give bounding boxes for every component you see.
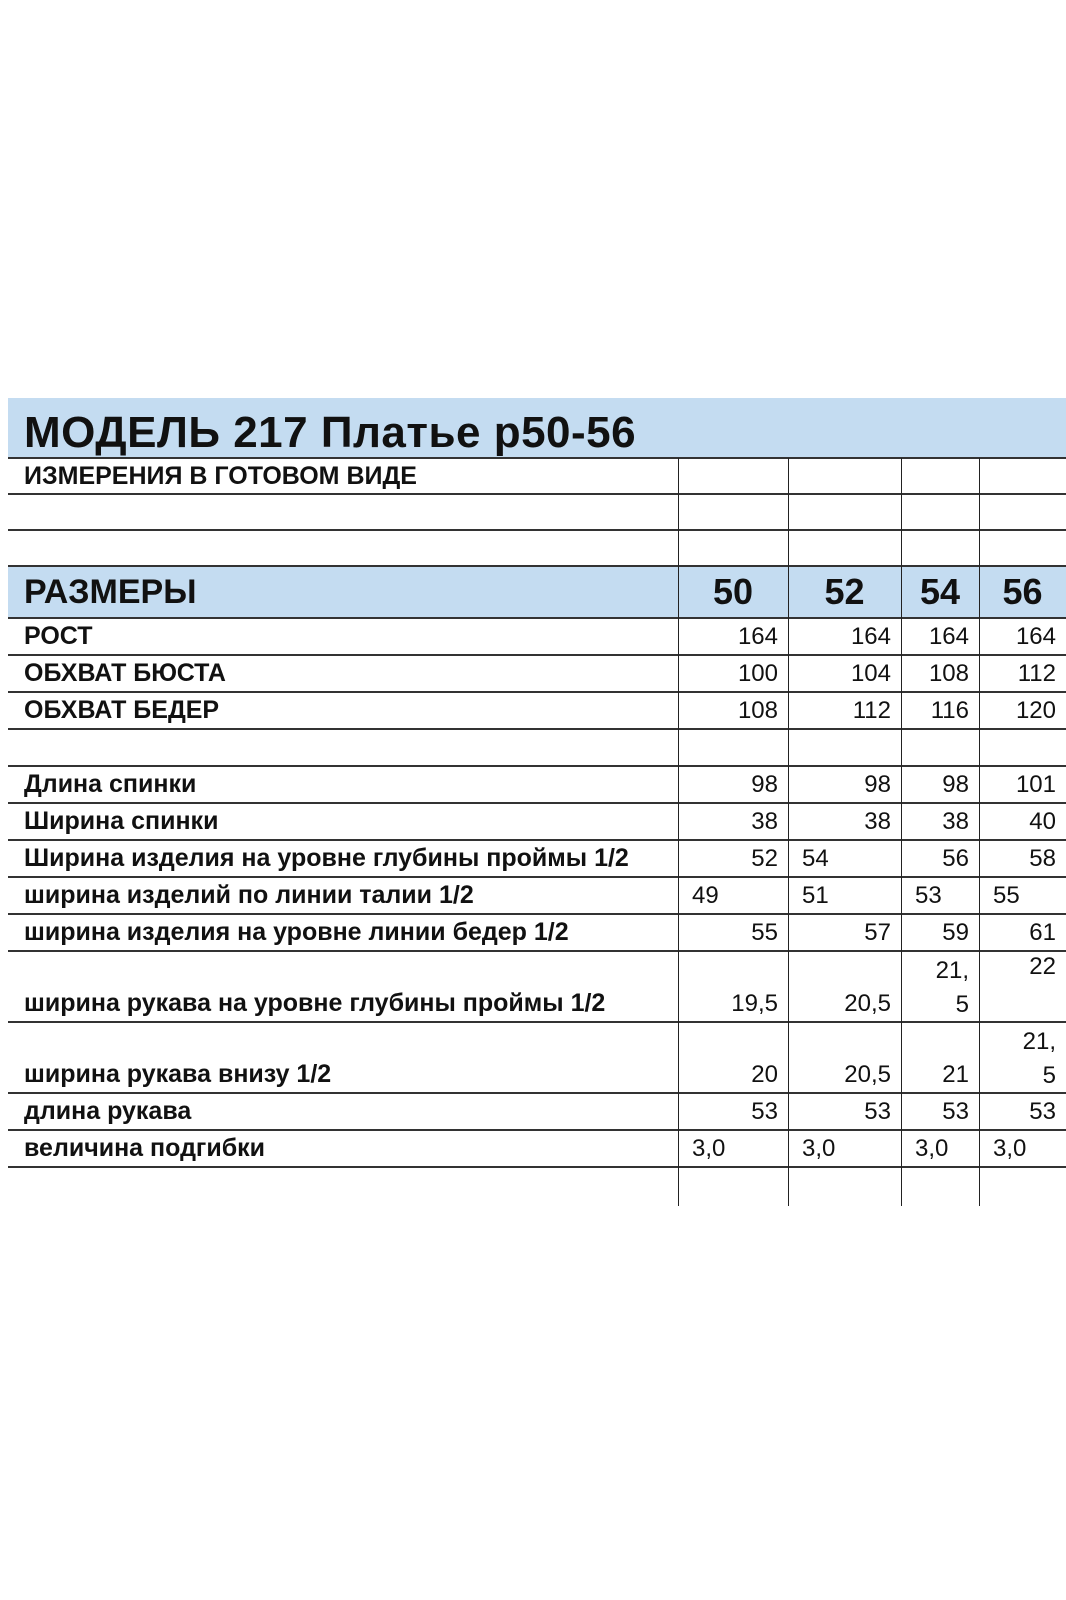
cell-value: 53 (942, 1097, 969, 1125)
cell-value-part: 5 (955, 991, 969, 1018)
cell-value: 164 (928, 622, 969, 650)
cell-value: 53 (915, 881, 942, 909)
grid-line (8, 617, 1066, 619)
blank-row (8, 1167, 1066, 1206)
subtitle-row (8, 458, 1066, 494)
blank-row (8, 494, 1066, 530)
grid-line (8, 565, 1066, 567)
subtitle: ИЗМЕРЕНИЯ В ГОТОВОМ ВИДЕ (24, 461, 417, 490)
row-label: ширина рукава на уровне глубины проймы 1/2 (24, 989, 606, 1017)
grid-line (788, 458, 789, 1206)
grid-line (979, 458, 980, 1206)
cell-value: 98 (942, 770, 969, 798)
row-label: Длина спинки (24, 770, 197, 798)
grid-line (8, 876, 1066, 878)
grid-line (8, 1092, 1066, 1094)
cell-value: 3,0 (802, 1134, 836, 1162)
grid-line (901, 458, 902, 1206)
cell-value: 22 (1029, 953, 1056, 980)
row-label: Ширина изделия на уровне глубины проймы 1/2 (24, 844, 629, 872)
cell-value: 101 (1015, 770, 1056, 798)
title-band (8, 398, 1066, 458)
cell-value: 57 (864, 918, 891, 946)
cell-value: 52 (751, 844, 778, 872)
table-row (8, 914, 1066, 951)
grid-line (678, 458, 679, 1206)
sizes-label: РАЗМЕРЫ (24, 572, 197, 611)
cell-value: 164 (1015, 622, 1056, 650)
grid-line (8, 802, 1066, 804)
row-label: ширина изделия на уровне линии бедер 1/2 (24, 918, 569, 946)
cell-value: 3,0 (692, 1134, 726, 1162)
cell-value: 38 (864, 807, 891, 835)
row-label: Ширина спинки (24, 807, 219, 835)
table-row (8, 655, 1066, 692)
cell-value: 104 (850, 659, 891, 687)
grid-line (8, 1129, 1066, 1131)
row-label: ОБХВАТ БЮСТА (24, 659, 226, 687)
table-row (8, 840, 1066, 877)
size-54-header: 54 (919, 571, 961, 612)
cell-value: 100 (737, 659, 778, 687)
cell-value: 164 (737, 622, 778, 650)
cell-value: 54 (802, 844, 829, 872)
grid-line (8, 913, 1066, 915)
size-50-header: 50 (712, 571, 754, 612)
cell-value-part: 21, (935, 957, 969, 984)
row-label: ОБХВАТ БЕДЕР (24, 696, 220, 724)
table-row (8, 803, 1066, 840)
cell-value: 3,0 (993, 1134, 1027, 1162)
cell-value: 53 (864, 1097, 891, 1125)
cell-value: 20,5 (844, 990, 891, 1017)
cell-value: 21 (942, 1061, 969, 1088)
blank-row (8, 729, 1066, 766)
grid-line (8, 1021, 1066, 1023)
grid-line (8, 839, 1066, 841)
cell-value: 120 (1015, 696, 1056, 724)
grid-line (8, 950, 1066, 952)
cell-value: 53 (751, 1097, 778, 1125)
cell-value: 40 (1029, 807, 1056, 835)
cell-value: 19,5 (731, 990, 778, 1017)
row-label: РОСТ (24, 622, 93, 650)
cell-value: 55 (993, 881, 1020, 909)
blank-row (8, 530, 1066, 566)
cell-value-stacked (979, 1022, 1066, 1093)
cell-value: 20 (751, 1061, 778, 1088)
cell-value: 108 (737, 696, 778, 724)
cell-value: 20,5 (844, 1061, 891, 1088)
sizes-header-row (8, 566, 1066, 618)
grid-line (8, 1166, 1066, 1168)
table-row (8, 877, 1066, 914)
cell-value: 61 (1029, 918, 1056, 946)
cell-value: 3,0 (915, 1134, 949, 1162)
table-row (8, 951, 1066, 1022)
table-row (8, 1130, 1066, 1167)
cell-value-stacked (901, 951, 979, 1022)
table-row (8, 618, 1066, 655)
page-title: МОДЕЛЬ 217 Платье р50-56 (24, 408, 637, 457)
table-row (8, 1022, 1066, 1093)
cell-value: 98 (864, 770, 891, 798)
cell-value-part: 21, (1022, 1028, 1056, 1055)
cell-value: 59 (942, 918, 969, 946)
cell-value: 53 (1029, 1097, 1056, 1125)
grid-line (8, 529, 1066, 531)
size-52-header: 52 (824, 571, 865, 612)
row-label: величина подгибки (24, 1134, 266, 1162)
row-label: длина рукава (24, 1097, 192, 1125)
grid-line (8, 493, 1066, 495)
grid-line (8, 691, 1066, 693)
cell-value: 55 (751, 918, 778, 946)
row-label: ширина изделий по линии талии 1/2 (24, 881, 474, 909)
cell-value: 116 (930, 696, 969, 724)
cell-value: 112 (1017, 659, 1056, 687)
table-row (8, 1093, 1066, 1130)
cell-value: 58 (1029, 844, 1056, 872)
cell-value: 98 (751, 770, 778, 798)
row-label: ширина рукава внизу 1/2 (24, 1060, 332, 1088)
grid-line (8, 728, 1066, 730)
cell-value: 164 (850, 622, 891, 650)
cell-value: 112 (852, 696, 891, 724)
grid-line (8, 654, 1066, 656)
cell-value: 38 (751, 807, 778, 835)
cell-value-part: 5 (1042, 1062, 1056, 1089)
grid-line (8, 457, 1066, 459)
measurement-table (8, 398, 1066, 1206)
cell-value: 56 (942, 844, 969, 872)
size-56-header: 56 (1002, 571, 1043, 612)
table-row (8, 766, 1066, 803)
table-row (8, 692, 1066, 729)
cell-value: 51 (802, 881, 829, 909)
cell-value: 49 (692, 881, 719, 909)
cell-value: 108 (928, 659, 969, 687)
cell-value: 38 (942, 807, 969, 835)
grid-line (8, 765, 1066, 767)
